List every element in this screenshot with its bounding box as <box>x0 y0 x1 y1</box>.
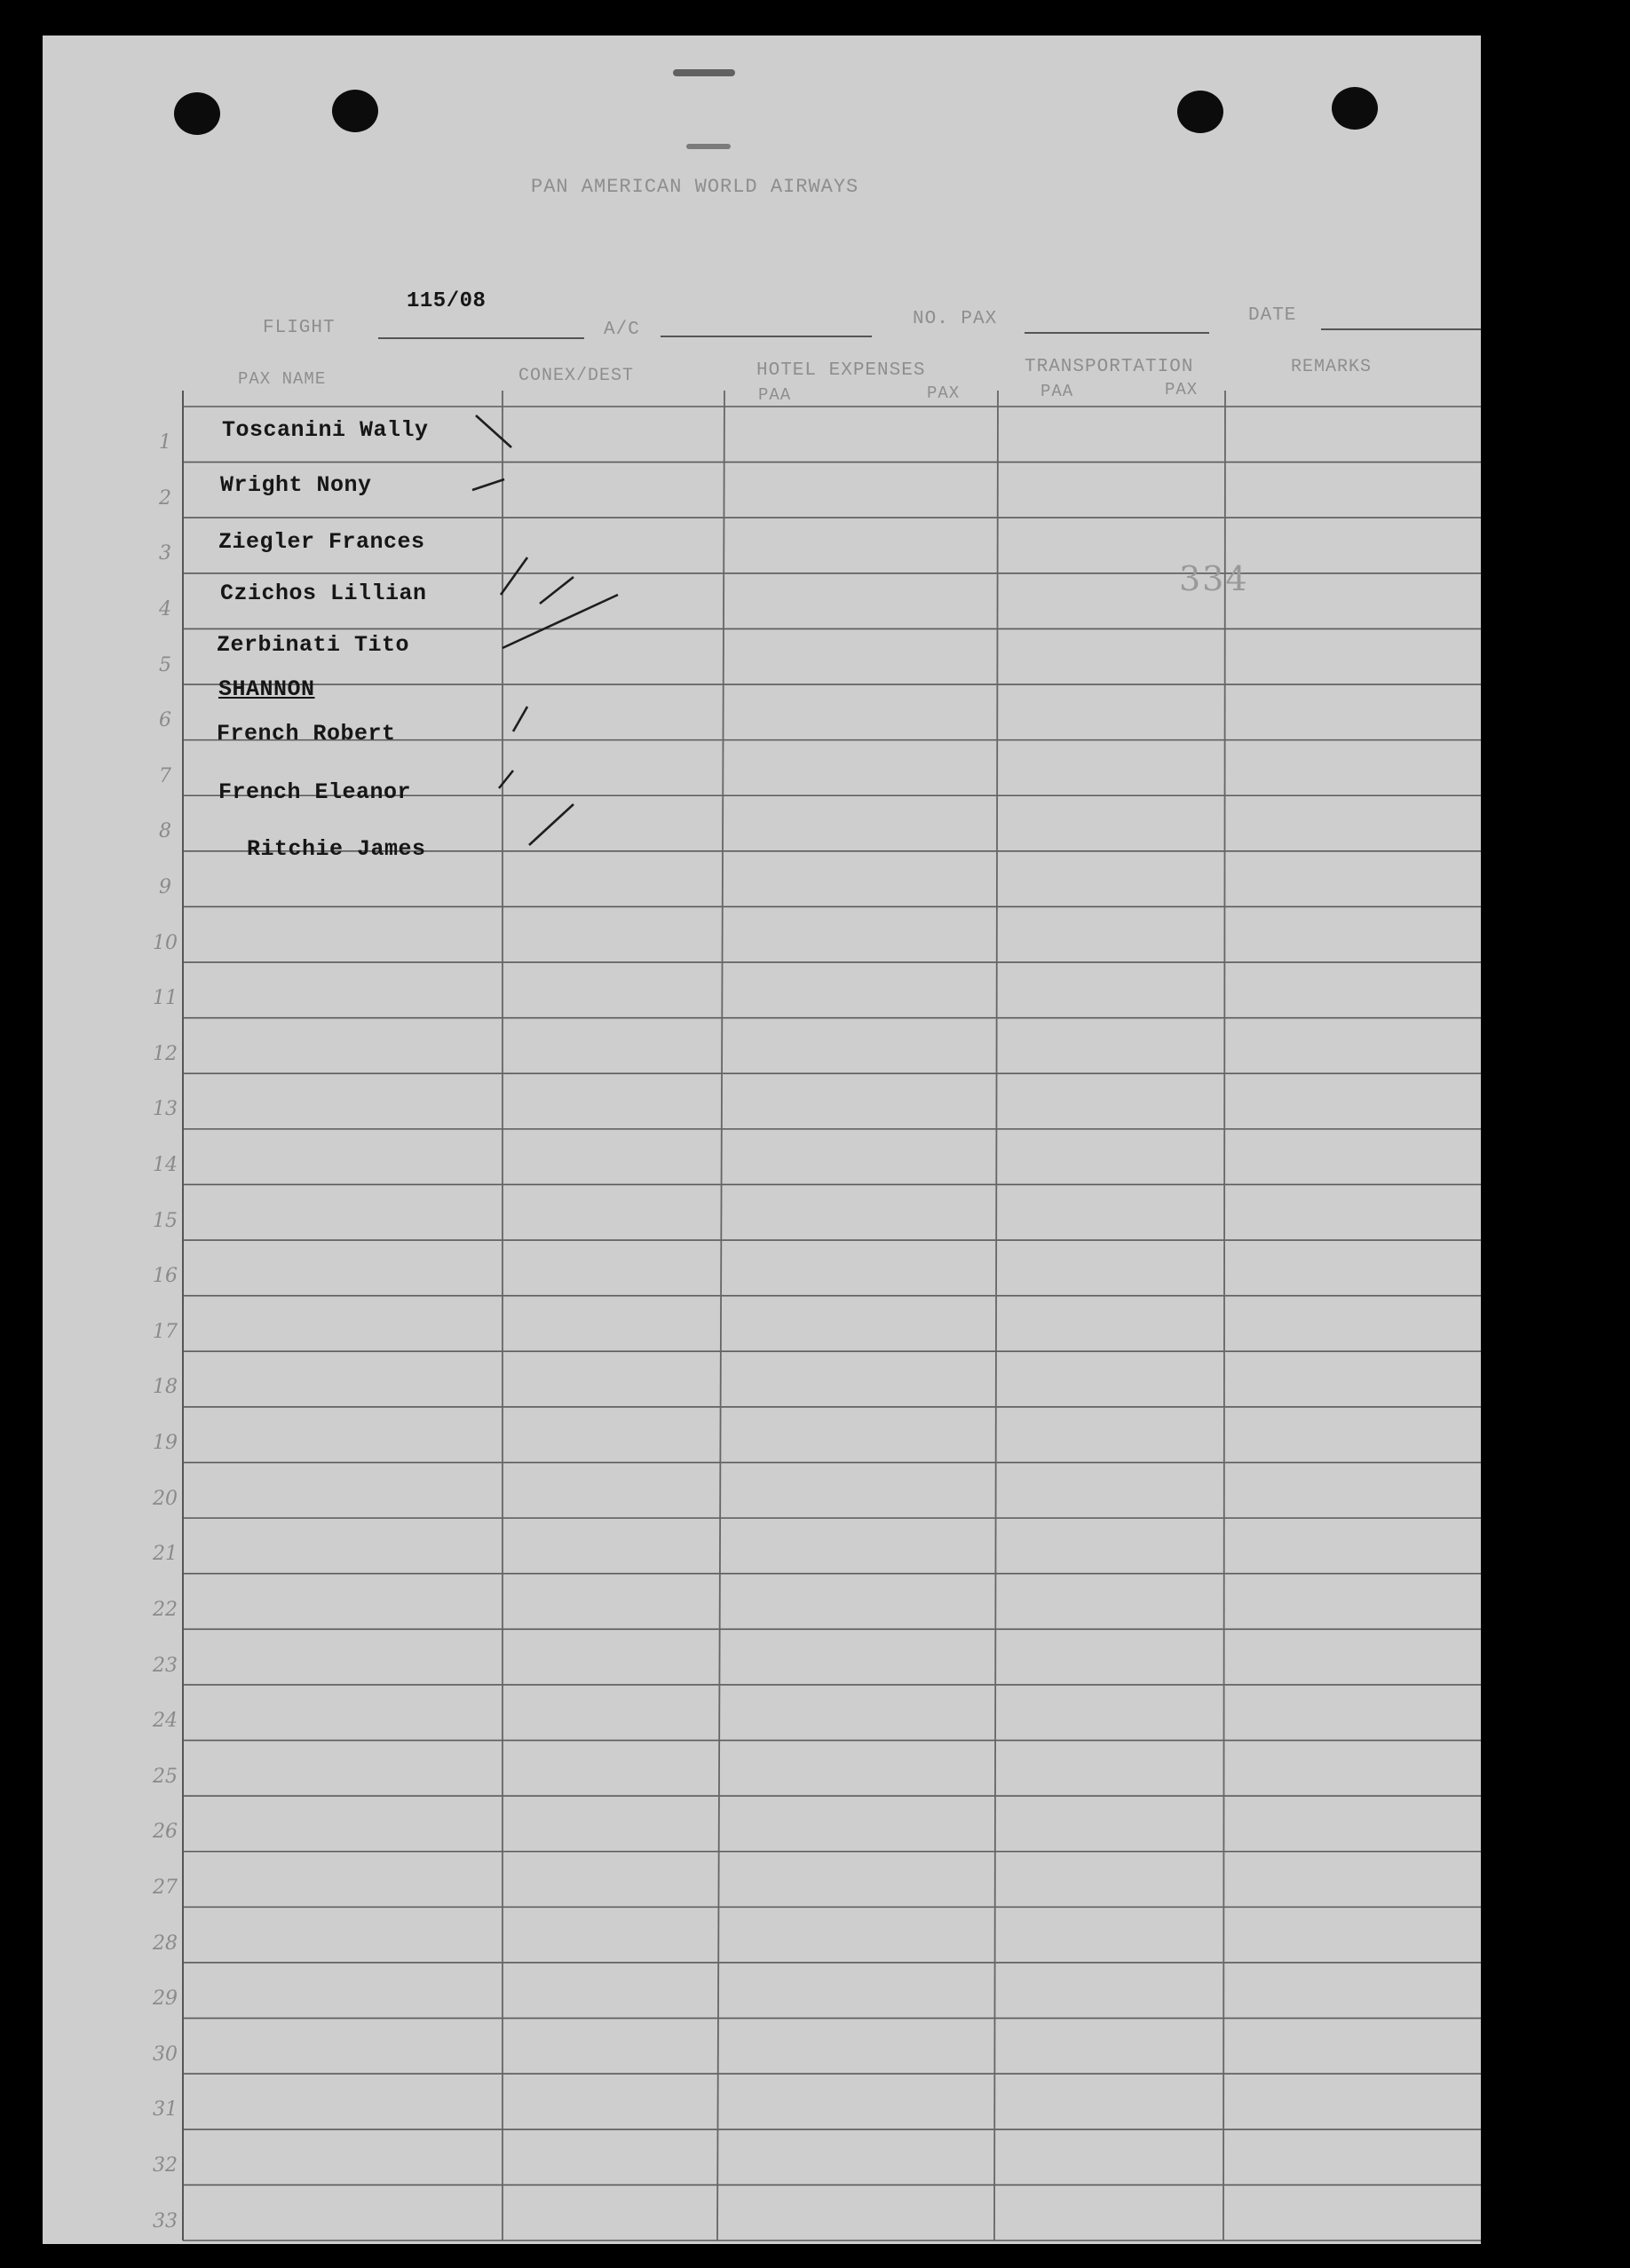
row-number: 23 <box>153 1654 178 1677</box>
row-number: 24 <box>153 1710 178 1733</box>
row-number: 8 <box>159 820 171 843</box>
row-number: 10 <box>153 931 178 954</box>
check-mark <box>472 479 504 490</box>
row-number: 27 <box>153 1876 178 1899</box>
col-trans-pax: PAX <box>1165 380 1199 399</box>
row-number: 32 <box>153 2153 178 2177</box>
ac-label: A/C <box>604 320 640 340</box>
row-number: 2 <box>159 486 171 510</box>
table-grid <box>43 36 1481 2244</box>
col-pax-name: PAX NAME <box>238 369 327 389</box>
row-number: 30 <box>153 2043 178 2066</box>
col-hotel-pax: PAX <box>927 383 961 403</box>
row-number: 33 <box>153 2209 178 2232</box>
row-number: 25 <box>153 1765 178 1788</box>
passenger-name: Wright Nony <box>220 472 372 498</box>
passenger-name: French Robert <box>217 721 396 747</box>
passenger-name: Toscanini Wally <box>222 417 429 443</box>
col-transportation: TRANSPORTATION <box>1025 357 1194 377</box>
row-number: 16 <box>153 1265 178 1288</box>
flight-label: FLIGHT <box>263 318 336 338</box>
row-number: 6 <box>159 709 171 732</box>
check-mark <box>513 707 527 731</box>
passenger-name: Zerbinati Tito <box>217 632 410 658</box>
col-trans-paa: PAA <box>1041 382 1074 401</box>
row-number: 7 <box>159 764 171 787</box>
row-number: 15 <box>153 1209 178 1232</box>
stamp-number: 334 <box>1179 559 1249 598</box>
row-number: 14 <box>153 1154 178 1177</box>
row-number: 29 <box>153 1987 178 2011</box>
row-number: 11 <box>153 987 178 1010</box>
row-number: 3 <box>159 542 171 565</box>
flight-value: 115/08 <box>407 289 487 313</box>
manifest-sheet <box>43 36 1481 2244</box>
check-mark <box>540 577 574 604</box>
row-number: 31 <box>153 2098 178 2122</box>
check-mark <box>502 595 618 648</box>
check-mark <box>476 415 511 447</box>
date-label: DATE <box>1248 305 1297 326</box>
row-number: 22 <box>153 1598 178 1621</box>
row-number: 5 <box>159 653 171 676</box>
row-number: 9 <box>159 876 171 899</box>
col-remarks: REMARKS <box>1291 357 1373 377</box>
check-mark <box>529 804 574 845</box>
row-number: 12 <box>153 1042 178 1065</box>
row-number: 13 <box>153 1098 178 1121</box>
passenger-name: Czichos Lillian <box>220 581 427 606</box>
row-number: 28 <box>153 1932 178 1955</box>
section-heading: SHANNON <box>218 676 315 702</box>
col-hotel-expenses: HOTEL EXPENSES <box>756 360 926 381</box>
row-number: 21 <box>153 1543 178 1566</box>
row-number: 4 <box>159 597 171 620</box>
col-hotel-paa: PAA <box>758 385 792 405</box>
passenger-name: Ritchie James <box>247 836 426 862</box>
row-number: 19 <box>153 1432 178 1455</box>
row-number: 26 <box>153 1821 178 1844</box>
row-number: 17 <box>153 1320 178 1343</box>
passenger-name: French Eleanor <box>218 779 412 805</box>
check-mark <box>499 770 513 788</box>
row-number: 20 <box>153 1487 178 1510</box>
check-mark <box>501 557 527 595</box>
company-name: PAN AMERICAN WORLD AIRWAYS <box>531 176 859 198</box>
row-number: 1 <box>159 431 171 454</box>
no-pax-label: NO. PAX <box>913 309 998 329</box>
passenger-name: Ziegler Frances <box>218 529 425 555</box>
col-conex-dest: CONEX/DEST <box>518 366 635 386</box>
row-number: 18 <box>153 1376 178 1399</box>
